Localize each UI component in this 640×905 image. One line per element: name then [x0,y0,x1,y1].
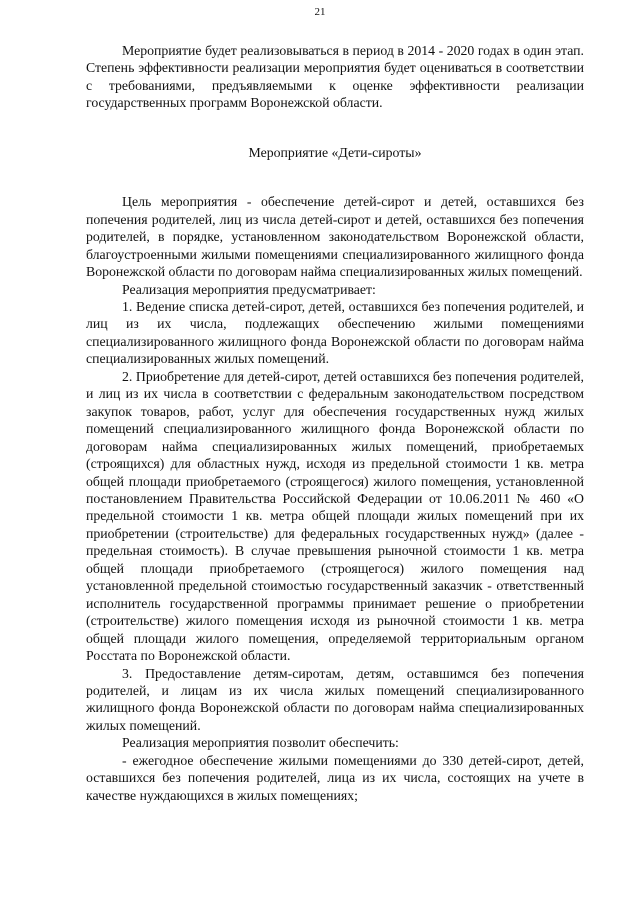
goal-paragraph: Цель мероприятия - обеспечение детей-сирот и детей, оставшихся без попечения родителей, лиц из числа детей-сирот и детей, оставшихся без попечения родителей, в порядке, установленном законодательством Воронежской области, благоустроенными жилыми помещениями специализированного жилищного фонда Воронежской области по договорам найма специализированных жилых помещений. [86,194,584,280]
result-item: - ежегодное обеспечение жилыми помещениями до 330 детей-сирот, детей, оставшихся без попечения родителей, лица из их числа, состоящих на учете в качестве нуждающихся в жилых помещениях; [86,752,584,803]
page-number: 21 [314,6,326,18]
list-item: 1. Ведение списка детей-сирот, детей, оставшихся без попечения родителей, и лиц из их числа, подлежащих обеспечению жилыми помещениями специализированного жилищного фонда Воронежской области по договорам найма специализированных жилых помещений. [86,298,584,367]
result-intro: Реализация мероприятия позволит обеспечить: [122,735,399,751]
list-item: 2. Приобретение для детей-сирот, детей оставшихся без попечения родителей, и лиц из их числа в соответствии с федеральным законодательством посредством закупок товаров, работ, услуг для обеспечения государственных нужд жилых помещений специализированного жилищного фонда Воронежской области по договорам найма специализированных жилых помещений, приобретаемых (строящихся) для областных нужд, исходя из предельной стоимости 1 кв. метра общей площади приобретаемого (строящегося) жилого помещения, установленной постановлением Правительства Российской Федерации от 10.06.2011 № 460 «О предельной стоимости 1 кв. метра общей площади жилых помещений при их приобретении (строительстве) для федеральных государственных нужд» (далее - предельная стоимость). В случае превышения рыночной стоимости 1 кв. метра общей площади приобретаемого (строящегося) жилого помещения над установленной предельной стоимостью государственный заказчик - ответственный исполнитель государственной программы принимает решение о приобретении (строительстве) жилого помещения исходя из рыночной стоимости 1 кв. метра общей площади жилого помещения, определяемой территориальным органом Росстата по Воронежской области. [86,368,584,664]
list-item: 3. Предоставление детям-сиротам, детям, оставшимся без попечения родителей, и лицам из их числа жилых помещений специализированного жилищного фонда Воронежской области по договорам найма специализированных жилых помещений. [86,665,584,733]
provides-intro: Реализация мероприятия предусматривает: [122,281,376,297]
document-body [86,42,584,804]
section-title: Мероприятие «Дети-сироты» [248,144,422,160]
intro-paragraph: Мероприятие будет реализовываться в период в 2014 - 2020 годах в один этап. Степень эффективности реализации мероприятия будет оцениваться в соответствии с требованиями, предъявляемыми к оценке эффективности реализации государственных программ Воронежской области. [86,43,584,111]
